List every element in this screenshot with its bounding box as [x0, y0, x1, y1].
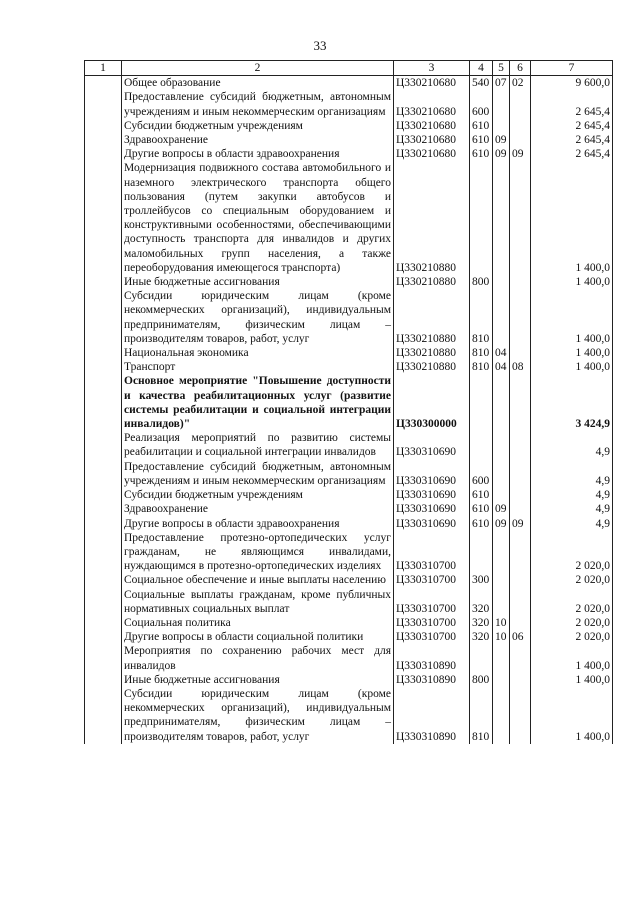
row-code: Ц330210880	[394, 360, 470, 374]
row-amount: 2 020,0	[531, 573, 613, 587]
row-code: Ц330210880	[394, 275, 470, 289]
row-section	[493, 289, 510, 346]
row-expense-type: 800	[470, 275, 493, 289]
row-section	[493, 161, 510, 275]
row-expense-type: 810	[470, 360, 493, 374]
row-name: Мероприятия по сохранению рабочих мест для инвалидов	[122, 644, 394, 672]
row-amount: 2 020,0	[531, 531, 613, 574]
row-blank	[85, 346, 122, 360]
column-header-6: 6	[510, 61, 531, 76]
row-amount: 1 400,0	[531, 673, 613, 687]
row-amount: 1 400,0	[531, 360, 613, 374]
row-name: Социальные выплаты гражданам, кроме публичных нормативных социальных выплат	[122, 588, 394, 616]
row-section	[493, 431, 510, 459]
row-blank	[85, 76, 122, 91]
row-subsection	[510, 275, 531, 289]
row-name: Субсидии юридическим лицам (кроме некоммерческих организаций), индивидуальным предпринимателям, физическим лицам – производителям товаров, работ, услуг	[122, 687, 394, 744]
row-section: 10	[493, 630, 510, 644]
column-header-3: 3	[394, 61, 470, 76]
row-name: Социальная политика	[122, 616, 394, 630]
row-name: Предоставление субсидий бюджетным, автономным учреждениям и иным некоммерческим организациям	[122, 460, 394, 488]
row-expense-type: 810	[470, 687, 493, 744]
row-expense-type: 600	[470, 460, 493, 488]
row-name: Другие вопросы в области здравоохранения	[122, 147, 394, 161]
row-amount: 1 400,0	[531, 289, 613, 346]
row-code: Ц330310690	[394, 488, 470, 502]
row-section: 09	[493, 502, 510, 516]
table-row	[85, 161, 613, 275]
column-header-7: 7	[531, 61, 613, 76]
row-blank	[85, 161, 122, 275]
row-expense-type: 610	[470, 502, 493, 516]
table-row	[85, 119, 613, 133]
row-code: Ц330210880	[394, 289, 470, 346]
column-header-4: 4	[470, 61, 493, 76]
row-blank	[85, 588, 122, 616]
row-expense-type	[470, 374, 493, 431]
row-amount: 1 400,0	[531, 687, 613, 744]
row-blank	[85, 431, 122, 459]
row-subsection: 08	[510, 360, 531, 374]
row-code: Ц330310890	[394, 687, 470, 744]
row-amount: 3 424,9	[531, 374, 613, 431]
row-code: Ц330310690	[394, 431, 470, 459]
row-expense-type: 610	[470, 119, 493, 133]
table-row	[85, 588, 613, 616]
table-row	[85, 346, 613, 360]
row-blank	[85, 630, 122, 644]
row-blank	[85, 90, 122, 118]
column-header-5: 5	[493, 61, 510, 76]
row-blank	[85, 374, 122, 431]
row-code: Ц330210680	[394, 90, 470, 118]
row-name: Национальная экономика	[122, 346, 394, 360]
row-name: Другие вопросы в области здравоохранения	[122, 517, 394, 531]
row-subsection	[510, 531, 531, 574]
row-subsection	[510, 119, 531, 133]
row-name: Иные бюджетные ассигнования	[122, 673, 394, 687]
row-name: Предоставление протезно-ортопедических услуг гражданам, не являющимся инвалидами, нуждающимся в протезно-ортопедических изделиях	[122, 531, 394, 574]
row-code: Ц330310700	[394, 616, 470, 630]
row-section	[493, 275, 510, 289]
table-row	[85, 289, 613, 346]
row-subsection	[510, 573, 531, 587]
table-row	[85, 630, 613, 644]
row-section: 09	[493, 517, 510, 531]
row-code: Ц330210880	[394, 161, 470, 275]
row-blank	[85, 502, 122, 516]
table-row	[85, 76, 613, 91]
row-amount: 9 600,0	[531, 76, 613, 91]
row-section	[493, 531, 510, 574]
row-amount: 4,9	[531, 502, 613, 516]
row-subsection	[510, 133, 531, 147]
table-row	[85, 275, 613, 289]
row-name: Здравоохранение	[122, 133, 394, 147]
table-row	[85, 517, 613, 531]
table-row	[85, 460, 613, 488]
row-expense-type: 600	[470, 90, 493, 118]
row-subsection	[510, 588, 531, 616]
table-row	[85, 644, 613, 672]
row-blank	[85, 275, 122, 289]
row-subsection	[510, 644, 531, 672]
row-section	[493, 90, 510, 118]
row-name: Здравоохранение	[122, 502, 394, 516]
row-blank	[85, 360, 122, 374]
row-code: Ц330310690	[394, 517, 470, 531]
row-code: Ц330310700	[394, 531, 470, 574]
row-subsection	[510, 502, 531, 516]
row-amount: 1 400,0	[531, 161, 613, 275]
row-blank	[85, 119, 122, 133]
row-section: 09	[493, 133, 510, 147]
row-section	[493, 573, 510, 587]
column-header-2: 2	[122, 61, 394, 76]
row-amount: 4,9	[531, 488, 613, 502]
row-name: Субсидии юридическим лицам (кроме некоммерческих организаций), индивидуальным предпринимателям, физическим лицам – производителям товаров, работ, услуг	[122, 289, 394, 346]
row-blank	[85, 673, 122, 687]
row-expense-type	[470, 161, 493, 275]
row-subsection	[510, 374, 531, 431]
row-name: Иные бюджетные ассигнования	[122, 275, 394, 289]
row-section	[493, 687, 510, 744]
row-expense-type: 810	[470, 346, 493, 360]
row-subsection	[510, 488, 531, 502]
row-name: Другие вопросы в области социальной политики	[122, 630, 394, 644]
row-code: Ц330210680	[394, 147, 470, 161]
row-subsection	[510, 687, 531, 744]
row-subsection	[510, 460, 531, 488]
row-blank	[85, 616, 122, 630]
row-section	[493, 588, 510, 616]
row-code: Ц330210880	[394, 346, 470, 360]
row-blank	[85, 147, 122, 161]
row-expense-type	[470, 531, 493, 574]
row-blank	[85, 644, 122, 672]
row-code: Ц330310700	[394, 630, 470, 644]
row-section: 07	[493, 76, 510, 91]
row-amount: 1 400,0	[531, 346, 613, 360]
row-code: Ц330210680	[394, 76, 470, 91]
row-expense-type: 610	[470, 133, 493, 147]
table-row	[85, 687, 613, 744]
row-code: Ц330310700	[394, 588, 470, 616]
row-blank	[85, 687, 122, 744]
row-section	[493, 488, 510, 502]
row-name: Транспорт	[122, 360, 394, 374]
row-blank	[85, 531, 122, 574]
row-expense-type: 320	[470, 588, 493, 616]
row-amount: 4,9	[531, 460, 613, 488]
budget-table	[84, 60, 613, 744]
row-amount: 2 645,4	[531, 119, 613, 133]
row-code: Ц330210680	[394, 119, 470, 133]
row-subsection: 09	[510, 147, 531, 161]
table-row	[85, 502, 613, 516]
table-row	[85, 133, 613, 147]
row-subsection: 09	[510, 517, 531, 531]
row-blank	[85, 133, 122, 147]
row-amount: 2 645,4	[531, 90, 613, 118]
row-amount: 1 400,0	[531, 644, 613, 672]
table-row	[85, 573, 613, 587]
table-row	[85, 531, 613, 574]
row-section	[493, 460, 510, 488]
row-blank	[85, 517, 122, 531]
row-expense-type: 800	[470, 673, 493, 687]
row-amount: 1 400,0	[531, 275, 613, 289]
row-amount: 2 020,0	[531, 616, 613, 630]
page-number: 33	[313, 38, 327, 53]
row-expense-type: 320	[470, 616, 493, 630]
table-row	[85, 488, 613, 502]
table-row	[85, 374, 613, 431]
row-blank	[85, 289, 122, 346]
row-expense-type: 610	[470, 147, 493, 161]
row-expense-type: 320	[470, 630, 493, 644]
table-row	[85, 431, 613, 459]
row-expense-type	[470, 644, 493, 672]
row-code: Ц330310690	[394, 502, 470, 516]
row-name: Основное мероприятие "Повышение доступности и качества реабилитационных услуг (развитие системы реабилитации и социальной интеграции инвалидов)"	[122, 374, 394, 431]
row-subsection	[510, 673, 531, 687]
row-subsection	[510, 431, 531, 459]
row-expense-type: 540	[470, 76, 493, 91]
row-expense-type: 610	[470, 488, 493, 502]
table-row	[85, 616, 613, 630]
row-amount: 2 020,0	[531, 630, 613, 644]
table-row	[85, 673, 613, 687]
column-header-1: 1	[85, 61, 122, 76]
row-subsection	[510, 346, 531, 360]
row-section	[493, 673, 510, 687]
row-name: Субсидии бюджетным учреждениям	[122, 488, 394, 502]
row-subsection	[510, 616, 531, 630]
row-section: 04	[493, 360, 510, 374]
row-section	[493, 374, 510, 431]
row-expense-type: 610	[470, 517, 493, 531]
row-blank	[85, 573, 122, 587]
row-expense-type	[470, 431, 493, 459]
row-name: Предоставление субсидий бюджетным, автономным учреждениям и иным некоммерческим организациям	[122, 90, 394, 118]
row-subsection	[510, 289, 531, 346]
table-row	[85, 90, 613, 118]
row-subsection: 02	[510, 76, 531, 91]
row-code: Ц330310890	[394, 673, 470, 687]
table-row	[85, 147, 613, 161]
row-subsection	[510, 90, 531, 118]
row-subsection: 06	[510, 630, 531, 644]
row-code: Ц330310690	[394, 460, 470, 488]
row-amount: 2 645,4	[531, 133, 613, 147]
row-code: Ц330310890	[394, 644, 470, 672]
row-name: Социальное обеспечение и иные выплаты населению	[122, 573, 394, 587]
row-amount: 4,9	[531, 431, 613, 459]
row-section: 09	[493, 147, 510, 161]
row-subsection	[510, 161, 531, 275]
row-name: Модернизация подвижного состава автомобильного и наземного электрического транспорта общего пользования (путем закупки автобусов и троллейбусов со специальным оборудованием и конструктивными особенностями, обеспечивающими доступность транспорта для инвалидов и других маломобильных групп населения, а также переоборудования имеющегося транспорта)	[122, 161, 394, 275]
table-header-row	[85, 61, 613, 76]
row-section: 10	[493, 616, 510, 630]
row-amount: 2 020,0	[531, 588, 613, 616]
row-amount: 2 645,4	[531, 147, 613, 161]
row-name: Субсидии бюджетным учреждениям	[122, 119, 394, 133]
row-section: 04	[493, 346, 510, 360]
row-name: Общее образование	[122, 76, 394, 91]
row-blank	[85, 488, 122, 502]
row-section	[493, 119, 510, 133]
row-section	[493, 644, 510, 672]
row-blank	[85, 460, 122, 488]
table-row	[85, 360, 613, 374]
row-expense-type: 300	[470, 573, 493, 587]
row-amount: 4,9	[531, 517, 613, 531]
row-code: Ц330310700	[394, 573, 470, 587]
row-name: Реализация мероприятий по развитию системы реабилитации и социальной интеграции инвалидов	[122, 431, 394, 459]
row-expense-type: 810	[470, 289, 493, 346]
row-code: Ц330300000	[394, 374, 470, 431]
row-code: Ц330210680	[394, 133, 470, 147]
